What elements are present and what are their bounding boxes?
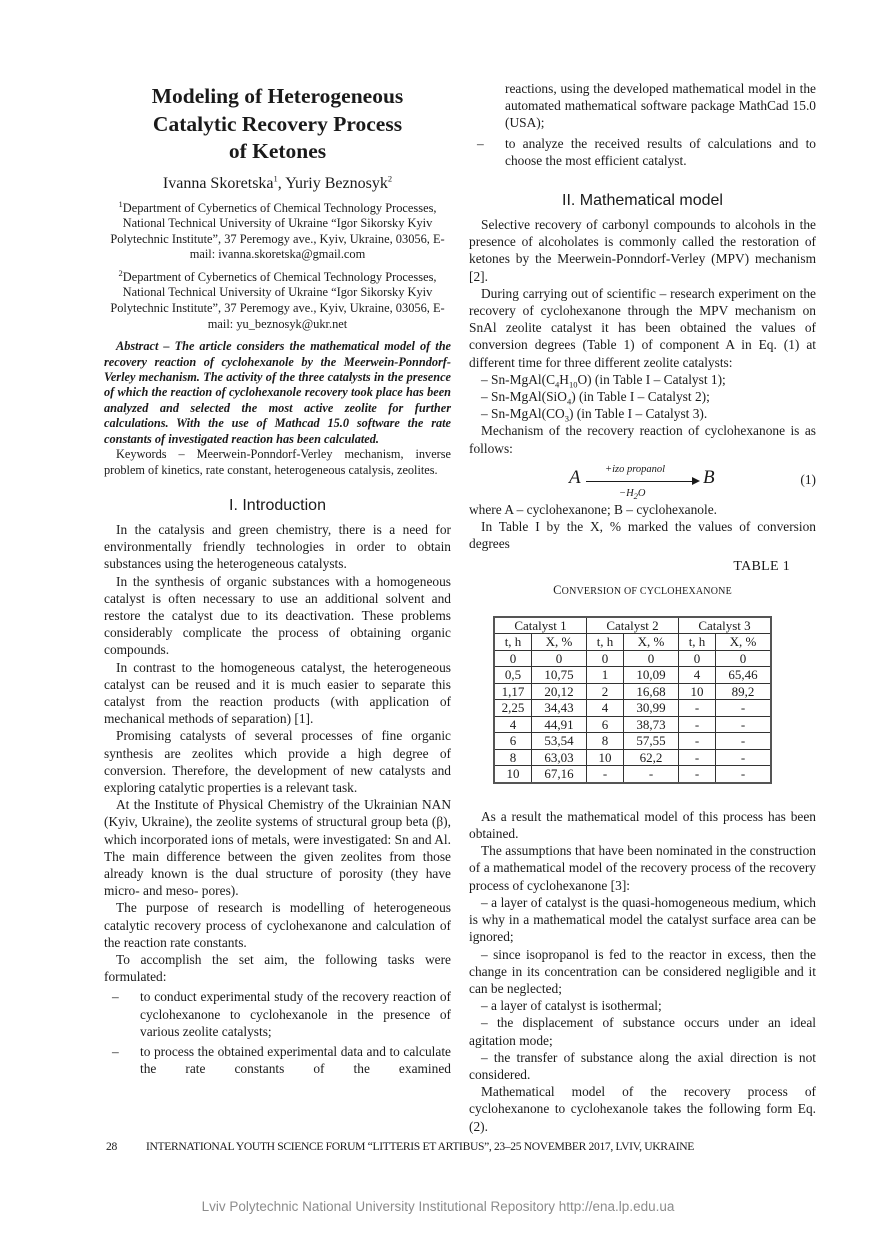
table-cell: 1,17 [494, 683, 532, 700]
paragraph: Promising catalysts of several processes of fine organic synthesis are zeolites which provide a high degree of conversion. Therefore, the development of new catalysts and exploring catalytic properties is a relevant task. [104, 728, 451, 795]
table-cell: 16,68 [624, 683, 679, 700]
title-line: of Ketones [228, 139, 327, 163]
table-cell: 65,46 [716, 667, 772, 684]
table-cell: 0 [716, 650, 772, 667]
table-row [494, 683, 771, 700]
table-subheader-row [494, 634, 771, 651]
assumption-item: – a layer of catalyst is isothermal; [481, 998, 662, 1014]
paragraph: To accomplish the set aim, the following tasks were formulated: [104, 951, 451, 985]
table-cell: 10 [587, 749, 624, 766]
affil-text: Department of Cybernetics of Chemical Technology Processes, National Technical University of Ukraine “Igor Sikorsky Kyiv Polytechnic Institute”, 37 Peremogy ave., Kyiv, Ukraine, 03056, E-mail: yu_beznosyk@ukr.net [110, 269, 445, 331]
table-row [494, 650, 771, 667]
task-text: to analyze the received results of calculations and to choose the most efficient catalyst. [505, 135, 816, 168]
affiliation-2 [104, 267, 451, 332]
table-cell: - [679, 716, 716, 733]
task-text: reactions, using the developed mathematical model in the automated mathematical software package MathCad 15.0 (USA); [505, 81, 816, 131]
equation-product: B [703, 466, 715, 488]
paragraph: Selective recovery of carbonyl compounds to alcohols in the presence of alcoholates is commonly called the restoration of ketones by the Meerwein-Ponndorf-Verley (MPV) mechanism [2]. [469, 217, 816, 284]
equation-reactant: A [569, 466, 581, 488]
table-cell: - [679, 749, 716, 766]
affil-text: Department of Cybernetics of Chemical Technology Processes, National Technical University of Ukraine “Igor Sikorsky Kyiv Polytechnic Institute”, 37 Peremogy ave., Kyiv, Ukraine, 03056, E-mail: ivanna.skoretska@gmail.com [110, 200, 445, 262]
table-cell: 89,2 [716, 683, 772, 700]
table-cell: 4 [679, 667, 716, 684]
table-cell: 44,91 [532, 716, 587, 733]
repository-watermark: Lviv Polytechnic National University Institutional Repository http://ena.lp.edu.ua [201, 1199, 675, 1214]
table-cell: 0 [587, 650, 624, 667]
paragraph: In the synthesis of organic substances with a homogeneous catalyst is often necessary to use an additional solvent and restore the catalyst due to its deactivation. These problems considerably complicate the process of obtaining organic compounds. [104, 573, 451, 658]
table-caption [469, 582, 816, 600]
paragraph: The assumptions that have been nominated in the construction of a mathematical model of the recovery process of the recovery process of cyclohexanone [3]: [469, 843, 816, 893]
table-cell: 0 [679, 650, 716, 667]
authors: Ivanna Skoretska$^1$, Yuriy Beznosyk$^2$ [162, 173, 393, 192]
task-item [104, 988, 451, 1040]
table-cell: 10,09 [624, 667, 679, 684]
equation-number: (1) [800, 471, 816, 487]
paragraph: The purpose of research is modelling of heterogeneous catalytic recovery process of cyclohexanone and calculation of the reaction rate constants. [104, 900, 451, 950]
table-cell: - [679, 733, 716, 750]
table-cell: 0,5 [494, 667, 532, 684]
text: ) (in Table I – Catalyst 3). [568, 406, 708, 422]
table-cell: 57,55 [624, 733, 679, 750]
task-item [104, 1043, 451, 1077]
equation-1 [469, 461, 816, 501]
footer-text: INTERNATIONAL YOUTH SCIENCE FORUM “LITTERIS ET ARTIBUS”, 23–25 NOVEMBER 2017, LVIV, UKRAINE [146, 1140, 694, 1153]
table-cell: - [716, 700, 772, 717]
text: O [637, 487, 646, 499]
page-footer [106, 1140, 694, 1153]
table-header: t, h [494, 634, 532, 651]
table-cell: 6 [587, 716, 624, 733]
table-cell: 30,99 [624, 700, 679, 717]
table-number: TABLE 1 [733, 559, 790, 575]
affiliation-1 [104, 198, 451, 263]
abstract: Abstract – The article considers the mathematical model of the recovery reaction of cyclohexanole by the Meerwein-Ponndorf-Verley mechanism. The activity of the three catalysts in the presence of which the reaction of cyclohexanole recovery took place has been analyzed and selected the most active zeolite for further calculations. With the use of Mathcad 15.0 software the rate constants of investigated reaction has been calculated. [104, 339, 451, 446]
keywords: Keywords – Meerwein-Ponndorf-Verley mechanism, inverse problem of kinetics, rate constant, heterogeneous catalysis, zeolites. [104, 447, 451, 477]
table-row [494, 700, 771, 717]
table-cell: - [716, 716, 772, 733]
table-cell: 2,25 [494, 700, 532, 717]
text: C [553, 582, 562, 597]
table-cell: - [679, 766, 716, 783]
task-text: to conduct experimental study of the recovery reaction of cyclohexanone to cyclohexanole in the presence of various zeolite catalysts; [140, 989, 451, 1039]
table-cell: 10 [679, 683, 716, 700]
paragraph: Mathematical model of the recovery process of cyclohexanone to cyclohexanole takes the following form Eq. (2). [469, 1084, 816, 1134]
subscript: 3 [564, 413, 569, 424]
dash-bullet: – [112, 989, 119, 1005]
assumption-item: – the displacement of substance occurs under an ideal agitation mode; [469, 1015, 816, 1048]
text: – Sn-MgAl(SiO [481, 389, 567, 405]
paragraph: During carrying out of scientific – research experiment on the recovery of cyclohexanone through the MPV mechanism on SnAl zeolite catalyst it has been obtained the values of conversion degrees (Table 1) of component A in Eq. (1) at different time for three different zeolite catalysts: [469, 285, 816, 370]
table-cell: 8 [494, 749, 532, 766]
author-sup: 2 [387, 173, 393, 184]
table-cell: 0 [624, 650, 679, 667]
affil-sup: 1 [118, 198, 123, 209]
table-cell: 53,54 [532, 733, 587, 750]
table-cell: 0 [494, 650, 532, 667]
dash-bullet: – [477, 135, 484, 151]
table-group-header-row [494, 617, 771, 634]
section-heading-introduction: I. Introduction [229, 496, 326, 514]
task-item [469, 135, 816, 169]
right-column [469, 80, 816, 1135]
catalyst-list-item [469, 388, 816, 405]
text: ) (in Table I – Catalyst 2); [571, 389, 710, 405]
table-row [494, 749, 771, 766]
equation-over-arrow: +izo propanol [605, 463, 666, 475]
subscript: 2 [633, 490, 638, 501]
table-cell: 62,2 [624, 749, 679, 766]
equation-under-arrow [619, 485, 646, 502]
title-line: Catalytic Recovery Process [152, 111, 403, 136]
text: −H [619, 487, 634, 499]
text: H [559, 371, 569, 387]
table-header: X, % [716, 634, 772, 651]
table-cell: - [587, 766, 624, 783]
table-row [494, 733, 771, 750]
task-text: to process the obtained experimental data and to calculate the rate constants of the examined [140, 1044, 451, 1077]
paragraph: As a result the mathematical model of this process has been obtained. [469, 808, 816, 842]
subscript: 4 [555, 379, 560, 390]
catalyst-list-item [469, 371, 816, 388]
table-cell: 67,16 [532, 766, 587, 783]
table-header: t, h [679, 634, 716, 651]
table-cell: 34,43 [532, 700, 587, 717]
text: – Sn-MgAl(C [481, 371, 556, 387]
paragraph: In contrast to the homogeneous catalyst, the heterogeneous catalyst can be reused and it is much easier to separate this catalyst from the reaction products (with application of mechanical methods of separation) [1]. [104, 659, 451, 727]
paragraph: At the Institute of Physical Chemistry of the Ukrainian NAN (Kyiv, Ukraine), the zeolite systems of structural group beta (β), which incorporated ions of metals, were investigated: Sn and Al. The main difference between the given zeolites from those already known is the dual structure of porosity (they have micro- and meso- pores). [104, 797, 451, 899]
paragraph: In the catalysis and green chemistry, there is a need for environmentally friendly technologies in order to obtain substances using the heterogeneous catalysts. [104, 521, 451, 572]
spacer [469, 784, 816, 808]
table-header: t, h [587, 634, 624, 651]
assumption-item: – a layer of catalyst is the quasi-homogeneous medium, which is why in a mathematical model the catalyst surface area can be ignored; [469, 894, 816, 945]
assumption-item: – the transfer of substance along the axial direction is not considered. [469, 1049, 816, 1082]
paragraph: In Table I by the X, % marked the values of conversion degrees [469, 519, 816, 552]
conversion-table [493, 616, 772, 784]
task-item-continued [469, 80, 816, 132]
table-header: Catalyst 2 [587, 617, 679, 634]
paper-title [104, 83, 451, 166]
table-cell: 8 [587, 733, 624, 750]
table-cell: - [716, 749, 772, 766]
affil-sup: 2 [118, 267, 123, 278]
table-cell: - [716, 733, 772, 750]
table-cell: 4 [494, 716, 532, 733]
page-number: 28 [106, 1140, 117, 1153]
text: – Sn-MgAl(CO [481, 406, 565, 422]
table-cell: 20,12 [532, 683, 587, 700]
paragraph: Mechanism of the recovery reaction of cyclohexanone is as follows: [469, 423, 816, 456]
table-row [494, 716, 771, 733]
table-header: X, % [624, 634, 679, 651]
table-cell: 63,03 [532, 749, 587, 766]
text: O) (in Table I – Catalyst 1); [577, 371, 726, 387]
subscript: 4 [566, 396, 572, 407]
subscript: 10 [568, 379, 578, 390]
text: ONVERSION OF CYCLOHEXANONE [561, 585, 732, 597]
table-cell: 10,75 [532, 667, 587, 684]
table-header: Catalyst 3 [679, 617, 772, 634]
left-column [104, 80, 451, 1077]
assumption-item: – since isopropanol is fed to the reactor in excess, then the change in its concentration can be considered negligible and it can be neglected; [469, 946, 816, 996]
reaction-arrow-icon [586, 481, 698, 482]
title-line: Modeling of Heterogeneous [151, 84, 404, 108]
section-heading-mathematical-model: II. Mathematical model [562, 192, 723, 210]
author-name: Yuriy Beznosyk [285, 174, 388, 192]
catalyst-list-item [469, 405, 816, 422]
table-cell: - [716, 766, 772, 783]
table-cell: 0 [532, 650, 587, 667]
author-name: Ivanna Skoretska [162, 174, 274, 192]
table-row [494, 667, 771, 684]
table-cell: 6 [494, 733, 532, 750]
paragraph: where A – cyclohexanone; B – cyclohexanole. [469, 501, 718, 517]
table-row [494, 766, 771, 783]
table-header: Catalyst 1 [494, 617, 587, 634]
table-cell: 38,73 [624, 716, 679, 733]
table-cell: 4 [587, 700, 624, 717]
table-cell: 2 [587, 683, 624, 700]
table-cell: 10 [494, 766, 532, 783]
author-sup: 1 [273, 173, 278, 184]
dash-bullet: – [112, 1044, 119, 1059]
table-header: X, % [532, 634, 587, 651]
table-cell: 1 [587, 667, 624, 684]
table-cell: - [679, 700, 716, 717]
table-cell: - [624, 766, 679, 783]
